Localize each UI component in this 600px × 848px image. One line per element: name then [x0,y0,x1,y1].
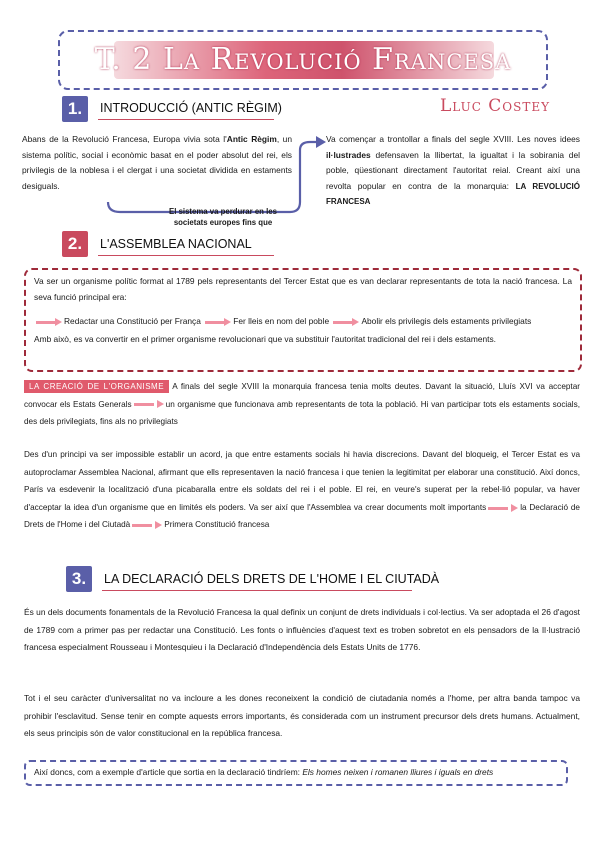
title-frame [58,30,548,90]
assemblea-functions [34,314,574,328]
page-title: T. 2 La Revolució Francesa [94,42,512,77]
declaracio-paragraph-1: És un dels documents fonamentals de la Revolució Francesa la qual definix un conjunt de drets individuals i col·lectius. Va ser adoptada el 26 d'agost de 1789 com a primer pas per redactar una Constitució. Les fonts o influències d'aquest text es troben sobretot en els pensadors de la Il·lustració francesa especialment Rousseau i Montesquieu i la Declaració d'Independència dels Estats Units de 1776. [24,607,580,652]
function-2: Fer lleis en nom del poble [233,316,330,326]
section-3-title: LA DECLARACIÓ DELS DRETS DE L'HOME I EL CIUTADÀ [104,572,440,586]
arrow-icon [205,319,231,325]
section-2-underline [98,255,274,256]
arrow-icon [36,319,62,325]
section-1-connector-note: El sistema va perdurar en les societats europes fins que [169,207,277,227]
assemblea-definition-box [24,268,582,372]
arrow-icon [333,319,359,325]
section-1-title: INTRODUCCIÓ (ANTIC RÈGIM) [100,101,282,115]
article-example-box [24,760,568,786]
section-3-underline [102,590,412,591]
section-1-right-paragraph: Va començar a trontollar a finals del segle XVIII. Les noves idees il·lustrades defensaven la llibertat, la igualtat i la sobirania del poble, qüestionant directament l'autoritat reial. Creant així una revolta popular en contra de la monarquia: LA REVOLUCIÓ FRANCESA [326,134,580,207]
article-example-text: Així doncs, com a exemple d'article que sortia en la declaració tindríem: Els homes neixen i romanen lliures i iguals en drets [34,767,494,777]
function-3: Abolir els privilegis dels estaments privilegiats [361,316,532,326]
author-name: Lluc Costey [440,96,551,116]
section-1-underline [98,119,274,120]
arrow-icon [134,401,164,407]
section-3-number: 3. [66,566,92,592]
section-1-left-paragraph: Abans de la Revolució Francesa, Europa vivia sota l'Antic Règim, un sistema polític, social i econòmic basat en el poder absolut del rei, els privilegis de la noblesa i el clergat i una societat dividida en estaments desiguals. [22,134,292,191]
arrow-icon [132,522,162,528]
declaracio-paragraph-2: Tot i el seu caràcter d'universalitat no va incloure a les dones reconeixent la condició de ciutadania només a l'home, per altra banda tampoc va prohibir l'esclavitud. Sense tenir en compte aquests errors importants, és considerada com un instrument precursor dels drets humans. Actualment, els seus principis són de valor constitucional en la república francesa. [24,693,580,738]
function-1: Redactar una Constitució per França [64,316,201,326]
creacio-tag: LA CREACIÓ DE L'ORGANISME [24,380,169,393]
section-2-number: 2. [62,231,88,257]
assemblea-intro: Va ser un organisme polític format al 1789 pels representants del Tercer Estat que es van declarar representants de tota la nació francesa. La seva funció principal era: [34,276,572,302]
assemblea-consequence: Amb això, es va convertir en el primer organisme revolucionari que va substituir l'autoritat tradicional del rei i dels estaments. [34,334,496,344]
section-1-number: 1. [62,96,88,122]
section-2-title: L'ASSEMBLEA NACIONAL [100,237,252,251]
arrow-icon [488,505,518,511]
bloqueig-paragraph: Des d'un principi va ser impossible establir un acord, ja que entre estaments socials hi havia discrecions. Davant del bloqueig, el Tercer Estat es va autoproclamar Assemblea Nacional, afirmant que ells representaven la nació francesa i que tenien la legitimitat per elaborar una constitució. Així doncs, París va esdevenir la localització d'una picabaralla entre els soldats del rei i el poble. El rei, en veure's superat per la rebel·lió popular, va haver d'acceptar la idea d'un organisme que en limités els poders. Va ser així que l'Assemblea va crear documents molt importants la Declaració de Drets de l'Home i del Ciutadà Primera Constitució francesa [24,450,580,530]
creacio-paragraph: LA CREACIÓ DE L'ORGANISME A finals del segle XVIII la monarquia francesa tenia molts deutes. Davant la situació, Lluís XVI va acceptar convocar els Estats Generals un organisme que funcionava amb representants de tota la població. Hi van participar tots els estaments socials, des dels privilegiats, fins als no privilegiats [24,382,580,426]
